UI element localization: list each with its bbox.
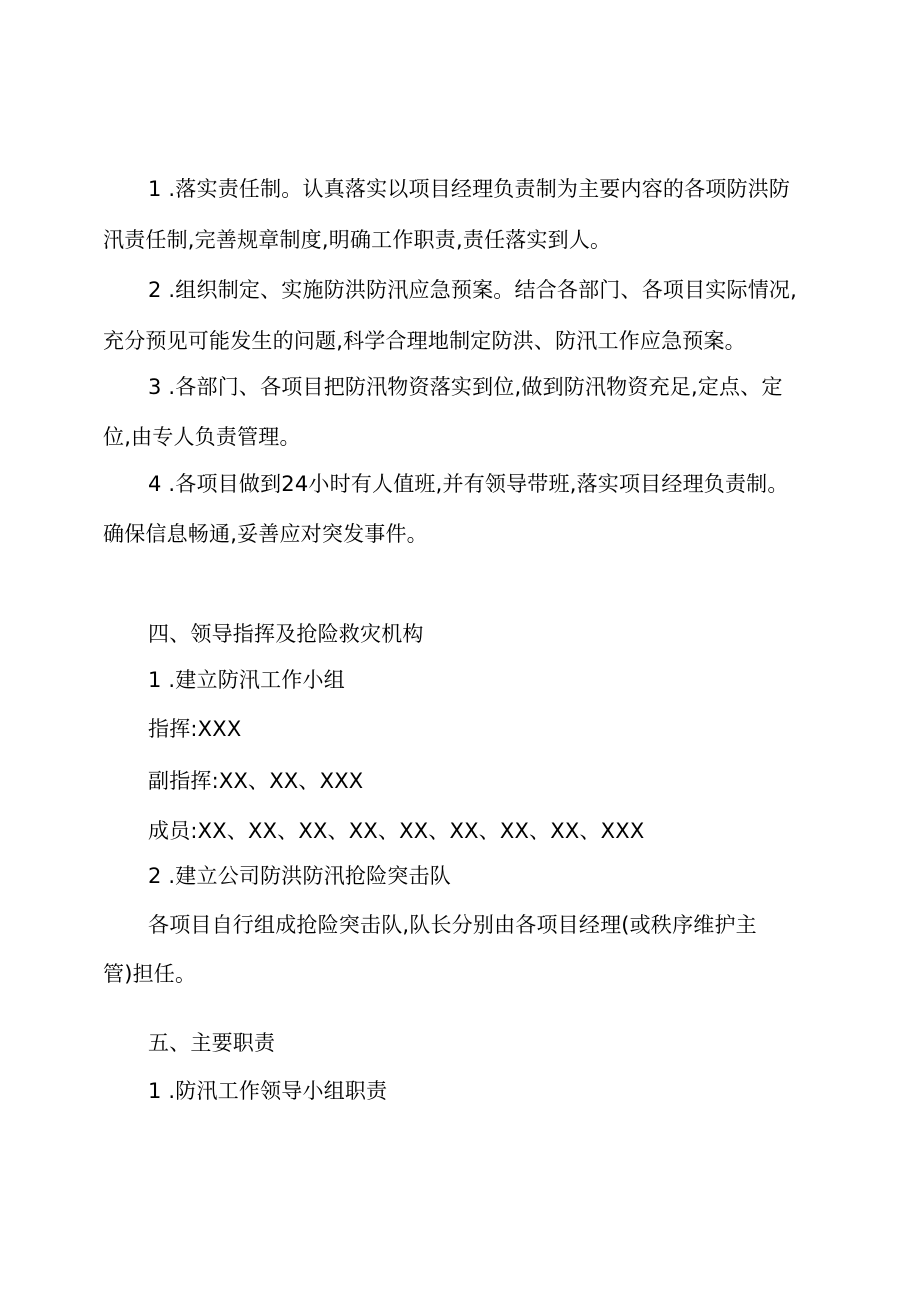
paragraph-2-line-1: 2 .组织制定、实施防洪防汛应急预案。结合各部门、各项目实际情况,	[148, 278, 797, 302]
vice-commander-line: 副指挥:XX、XX、XXX	[148, 769, 364, 793]
section-5-heading: 五、主要职责	[148, 1031, 276, 1055]
section-5-item-1: 1 .防汛工作领导小组职责	[148, 1079, 388, 1103]
commander-line: 指挥:XXX	[148, 717, 242, 741]
paragraph-3-line-1: 3 .各部门、各项目把防汛物资落实到位,做到防汛物资充足,定点、定	[148, 375, 783, 399]
paragraph-1-line-2: 汛责任制,完善规章制度,明确工作职责,责任落实到人。	[103, 228, 612, 252]
paragraph-4-line-2: 确保信息畅通,妥善应对突发事件。	[103, 522, 428, 546]
team-paragraph-line-2: 管)担任。	[103, 962, 197, 986]
paragraph-1-line-1: 1 .落实责任制。认真落实以项目经理负责制为主要内容的各项防洪防	[148, 177, 791, 201]
paragraph-3-line-2: 位,由专人负责管理。	[103, 425, 301, 449]
team-paragraph-line-1: 各项目自行组成抢险突击队,队长分别由各项目经理(或秩序维护主	[148, 913, 757, 937]
paragraph-2-line-2: 充分预见可能发生的问题,科学合理地制定防洪、防汛工作应急预案。	[103, 329, 746, 353]
section-4-item-2: 2 .建立公司防洪防汛抢险突击队	[148, 864, 451, 888]
section-4-heading: 四、领导指挥及抢险救灾机构	[148, 622, 424, 646]
paragraph-4-line-1: 4 .各项目做到24小时有人值班,并有领导带班,落实项目经理负责制。	[148, 472, 789, 496]
section-4-item-1: 1 .建立防汛工作小组	[148, 668, 345, 692]
members-line: 成员:XX、XX、XX、XX、XX、XX、XX、XX、XXX	[148, 819, 645, 843]
